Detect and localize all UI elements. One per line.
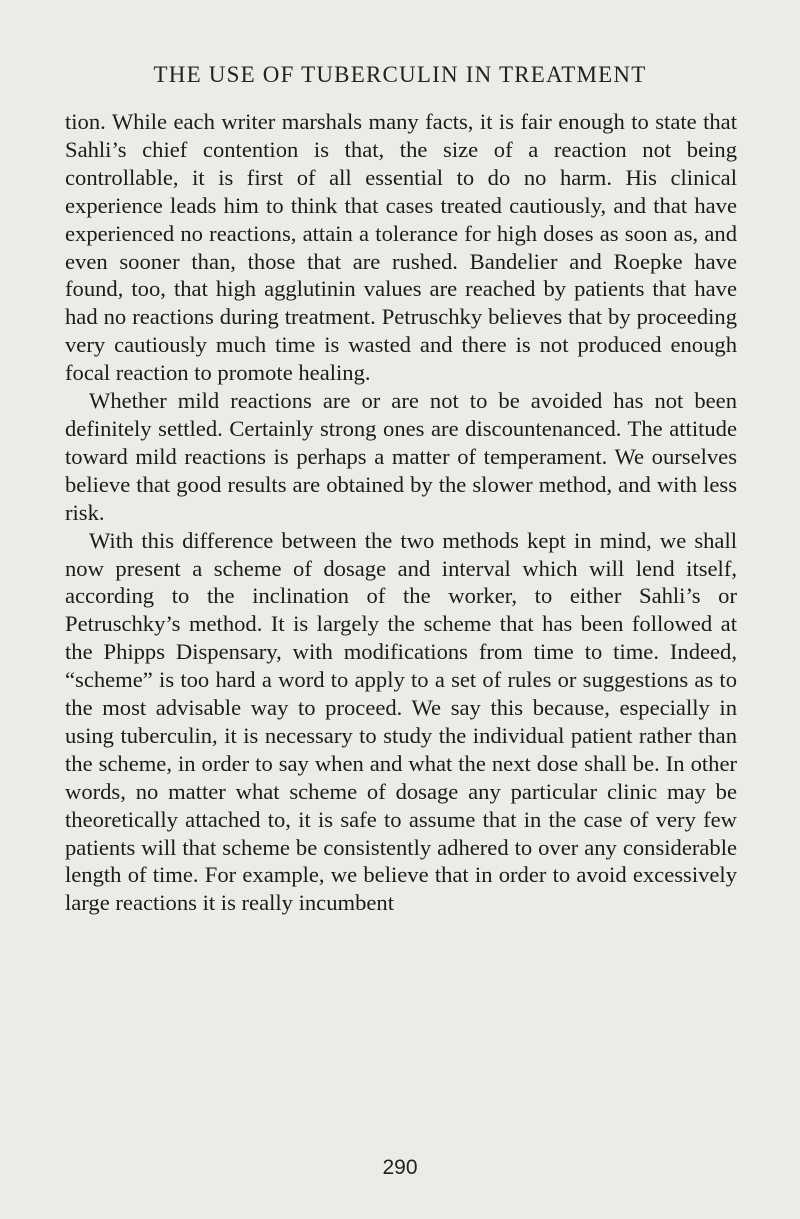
body-text — [65, 108, 737, 917]
page-number: 290 — [382, 1156, 418, 1179]
paragraph-mild-reactions: Whether mild reactions are or are not to be avoided has not been definitely settled. Certainly strong ones are discountenanced. The attitude toward mild reactions is perhaps a matter of temperament. We ourselves believe that good results are obtained by the slower method, and with less risk. — [65, 388, 737, 525]
running-head: THE USE OF TUBERCULIN IN TREATMENT — [153, 62, 647, 87]
paragraph-continuation: tion. While each writer marshals many facts, it is fair enough to state that Sahli’s chief contention is that, the size of a reaction not being controllable, it is first of all essential to do no harm. His clinical experience leads him to think that cases treated cautiously, and that have experienced no reactions, attain a tolerance for high doses as soon as, and even sooner than, those that are rushed. Bandelier and Roepke have found, too, that high agglutinin values are reached by patients that have had no reactions during treatment. Petruschky believes that by proceeding very cautiously much time is wasted and there is not produced enough focal reaction to promote healing. — [65, 109, 737, 386]
paragraph-scheme-of-dosage: With this difference between the two methods kept in mind, we shall now present a scheme of dosage and interval which will lend itself, according to the inclination of the worker, to either Sahli’s or Petruschky’s method. It is largely the scheme that has been followed at the Phipps Dispensary, with modifications from time to time. Indeed, “scheme” is too hard a word to apply to a set of rules or suggestions as to the most advisable way to proceed. We say this because, especially in using tuberculin, it is necessary to study the individual patient rather than the scheme, in order to say when and what the next dose shall be. In other words, no matter what scheme of dosage any particular clinic may be theoretically attached to, it is safe to assume that in the case of very few patients will that scheme be consistently adhered to over any considerable length of time. For example, we believe that in order to avoid excessively large reactions it is really incumbent — [65, 527, 737, 916]
